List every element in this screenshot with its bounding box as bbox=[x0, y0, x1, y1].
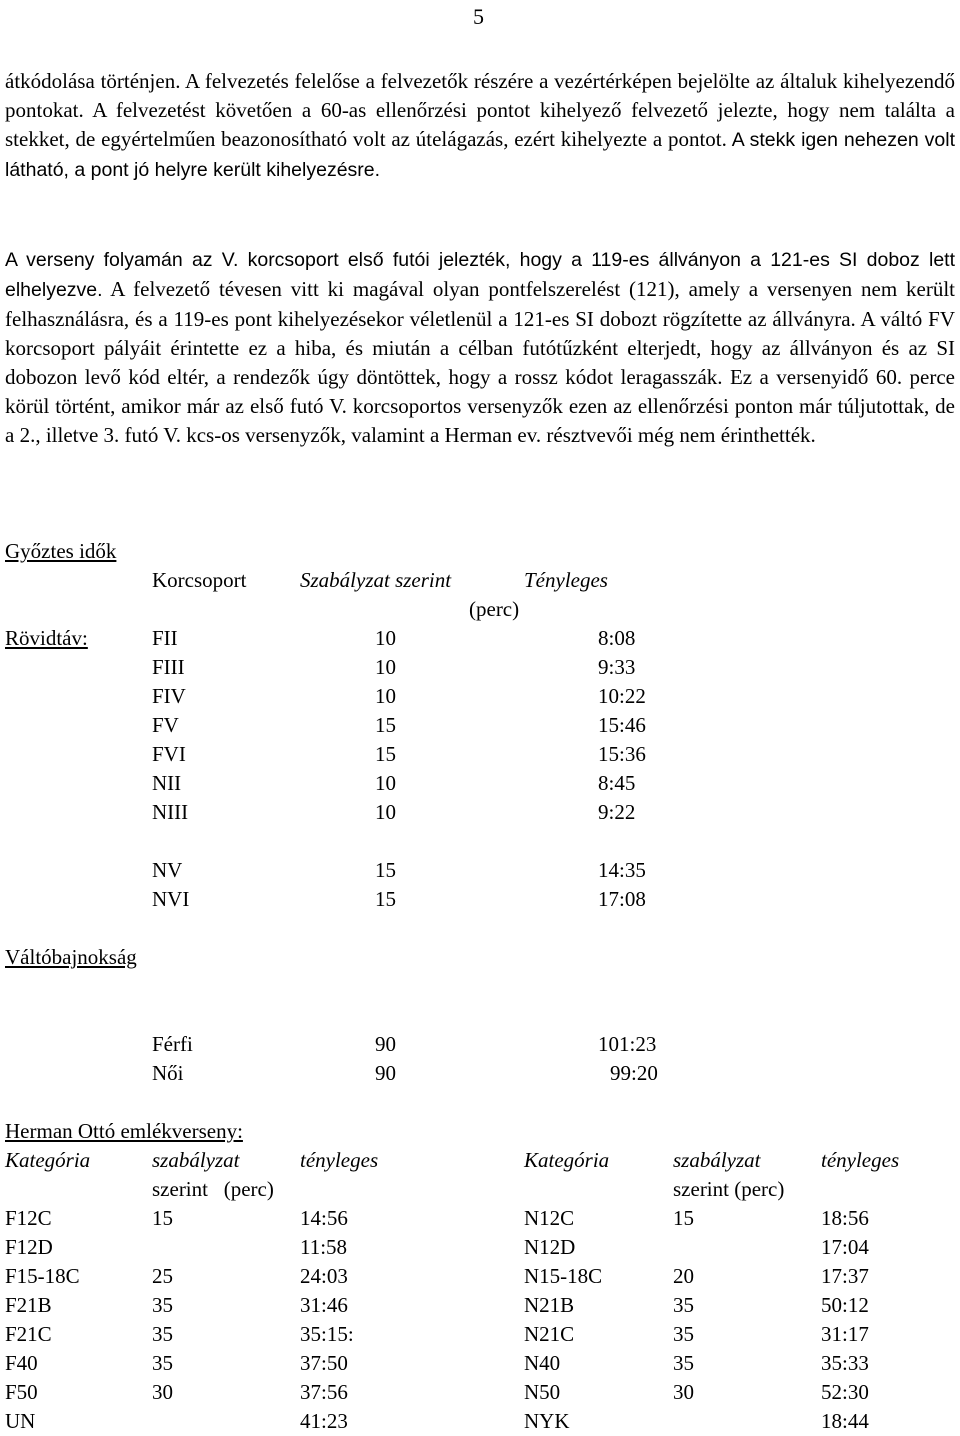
paragraph-incident-cause: A felvezető tévesen vitt ki magával olyan pontfelszerelést (121), amely a versenyen nem került felhasználásra, és a 119-es pont kihelyezésekor véletlenül a 121-es SI dobozt rögzítette az állványra. bbox=[5, 277, 955, 331]
herman-rule-time: 25 bbox=[152, 1264, 173, 1288]
winner-rule-time: 10 bbox=[375, 684, 396, 708]
herman-rule-time: 30 bbox=[152, 1380, 173, 1404]
relay-actual-time: 99:20 bbox=[610, 1061, 658, 1085]
herman-actual-time: 37:50 bbox=[300, 1351, 348, 1375]
left-col-header-rule: szabályzat bbox=[152, 1148, 240, 1172]
page-number: 5 bbox=[473, 4, 484, 29]
col-header-unit: (perc) bbox=[469, 597, 520, 621]
herman-rule-time: 20 bbox=[673, 1264, 694, 1288]
winner-group: NV bbox=[152, 858, 183, 882]
winner-actual-time: 17:08 bbox=[598, 887, 646, 911]
herman-actual-time: 31:17 bbox=[821, 1322, 869, 1346]
winner-group: FII bbox=[152, 626, 178, 650]
winner-group: FV bbox=[152, 713, 179, 737]
herman-rule-time: 35 bbox=[152, 1293, 173, 1317]
winning-times-heading: Győztes idők bbox=[5, 539, 117, 563]
herman-rule-time: 35 bbox=[152, 1322, 173, 1346]
winner-actual-time: 8:08 bbox=[598, 626, 636, 650]
winner-rule-time: 10 bbox=[375, 771, 396, 795]
herman-category: F21B bbox=[5, 1293, 52, 1317]
herman-category: F12D bbox=[5, 1235, 53, 1259]
paragraph-incident-outcome: A váltó FV korcsoport pályáit érintette ez a hiba, és miután a célban futótűzként elterjedt, hogy az állványon és az SI dobozon levő kód eltér, a rendezők úgy döntöttek, hogy a rossz kódot leragasszák. Ez a versenyidő 60. perce körül történt, amikor már az első futó V. korcsoportos versenyzők ezen az ellenőrzési ponton már túljutottak, de a 2., illetve 3. futó V. kcs-os versenyzők, valamint a Herman ev. résztvevői még nem érinthették. bbox=[5, 307, 955, 447]
right-col-header-sub: szerint (perc) bbox=[673, 1177, 785, 1201]
herman-actual-time: 11:58 bbox=[300, 1235, 348, 1259]
right-col-header-actual: tényleges bbox=[821, 1148, 900, 1172]
winner-actual-time: 15:46 bbox=[598, 713, 646, 737]
herman-category: NYK bbox=[524, 1409, 570, 1433]
winner-group: NII bbox=[152, 771, 182, 795]
herman-actual-time: 35:33 bbox=[821, 1351, 869, 1375]
herman-rule-time: 35 bbox=[152, 1351, 173, 1375]
herman-rule-time: 15 bbox=[673, 1206, 694, 1230]
winner-group: NIII bbox=[152, 800, 189, 824]
winner-rule-time: 15 bbox=[375, 887, 396, 911]
right-col-header-rule: szabályzat bbox=[673, 1148, 761, 1172]
herman-category: F12C bbox=[5, 1206, 52, 1230]
winner-rule-time: 10 bbox=[375, 626, 396, 650]
winner-actual-time: 9:33 bbox=[598, 655, 636, 679]
winner-actual-time: 8:45 bbox=[598, 771, 636, 795]
herman-category: UN bbox=[5, 1409, 36, 1433]
paragraph-briefing-note: A stekk igen nehezen volt látható, a pont jó helyre került kihelyezésre. bbox=[5, 129, 955, 181]
winner-group: FIV bbox=[152, 684, 186, 708]
herman-category: N21C bbox=[524, 1322, 575, 1346]
relay-group: Férfi bbox=[152, 1032, 193, 1056]
herman-category: N15-18C bbox=[524, 1264, 603, 1288]
winner-actual-time: 9:22 bbox=[598, 800, 636, 824]
herman-actual-time: 14:56 bbox=[300, 1206, 348, 1230]
herman-rule-time: 15 bbox=[152, 1206, 173, 1230]
herman-rule-time: 35 bbox=[673, 1322, 694, 1346]
winner-actual-time: 14:35 bbox=[598, 858, 646, 882]
winner-actual-time: 10:22 bbox=[598, 684, 646, 708]
herman-category: F50 bbox=[5, 1380, 38, 1404]
herman-actual-time: 37:56 bbox=[300, 1380, 348, 1404]
herman-actual-time: 31:46 bbox=[300, 1293, 348, 1317]
herman-category: N50 bbox=[524, 1380, 561, 1404]
herman-actual-time: 24:03 bbox=[300, 1264, 348, 1288]
left-col-header-sub: szerint (perc) bbox=[152, 1177, 274, 1201]
winner-rule-time: 15 bbox=[375, 713, 396, 737]
winner-group: FIII bbox=[152, 655, 185, 679]
col-header-actual: Tényleges bbox=[524, 568, 608, 592]
herman-rule-time: 35 bbox=[673, 1351, 694, 1375]
paragraph-briefing bbox=[5, 67, 955, 185]
col-header-rule: Szabályzat szerint bbox=[300, 568, 452, 592]
right-col-header-category: Kategória bbox=[524, 1148, 610, 1172]
winner-rule-time: 10 bbox=[375, 655, 396, 679]
paragraph-incident-intro: A verseny folyamán az V. korcsoport első futói jelezték, hogy a 119-es állványon a 121-es SI doboz lett elhelyezve. bbox=[5, 249, 955, 301]
herman-actual-time: 18:44 bbox=[821, 1409, 869, 1433]
herman-category: N40 bbox=[524, 1351, 561, 1375]
herman-category: N12C bbox=[524, 1206, 575, 1230]
herman-actual-time: 17:37 bbox=[821, 1264, 869, 1288]
herman-actual-time: 41:23 bbox=[300, 1409, 348, 1433]
herman-actual-time: 35:15: bbox=[300, 1322, 354, 1346]
herman-category: F21C bbox=[5, 1322, 52, 1346]
relay-rule-time: 90 bbox=[375, 1032, 396, 1056]
herman-category: F40 bbox=[5, 1351, 38, 1375]
herman-actual-time: 17:04 bbox=[821, 1235, 869, 1259]
relay-actual-time: 101:23 bbox=[598, 1032, 657, 1056]
relay-label: Váltóbajnokság bbox=[5, 945, 137, 969]
herman-category: N21B bbox=[524, 1293, 575, 1317]
herman-rule-time: 30 bbox=[673, 1380, 694, 1404]
winner-group: NVI bbox=[152, 887, 190, 911]
paragraph-incident bbox=[5, 245, 955, 450]
relay-group: Női bbox=[152, 1061, 184, 1085]
winner-group: FVI bbox=[152, 742, 186, 766]
herman-actual-time: 18:56 bbox=[821, 1206, 869, 1230]
paragraph-briefing-text: átkódolása történjen. A felvezetés felelőse a felvezetők részére a vezértérképen bejelölte az általuk kihelyezendő pontokat. A felvezetést követően a 60-as ellenőrzési pontot kihelyező felvezető jelezte, hogy nem találta a stekket, de egyértelműen beazonosítható volt az útelágazás, ezért kihelyezte a pontot. bbox=[5, 69, 955, 151]
winner-actual-time: 15:36 bbox=[598, 742, 646, 766]
herman-actual-time: 50:12 bbox=[821, 1293, 869, 1317]
col-header-group: Korcsoport bbox=[152, 568, 247, 592]
winner-rule-time: 10 bbox=[375, 800, 396, 824]
left-col-header-actual: tényleges bbox=[300, 1148, 379, 1172]
herman-category: N12D bbox=[524, 1235, 576, 1259]
relay-rule-time: 90 bbox=[375, 1061, 396, 1085]
winner-rule-time: 15 bbox=[375, 858, 396, 882]
herman-actual-time: 52:30 bbox=[821, 1380, 869, 1404]
herman-category: F15-18C bbox=[5, 1264, 80, 1288]
short-distance-label: Rövidtáv: bbox=[5, 626, 88, 650]
winner-rule-time: 15 bbox=[375, 742, 396, 766]
left-col-header-category: Kategória bbox=[5, 1148, 91, 1172]
herman-heading: Herman Ottó emlékverseny: bbox=[5, 1119, 243, 1143]
herman-rule-time: 35 bbox=[673, 1293, 694, 1317]
